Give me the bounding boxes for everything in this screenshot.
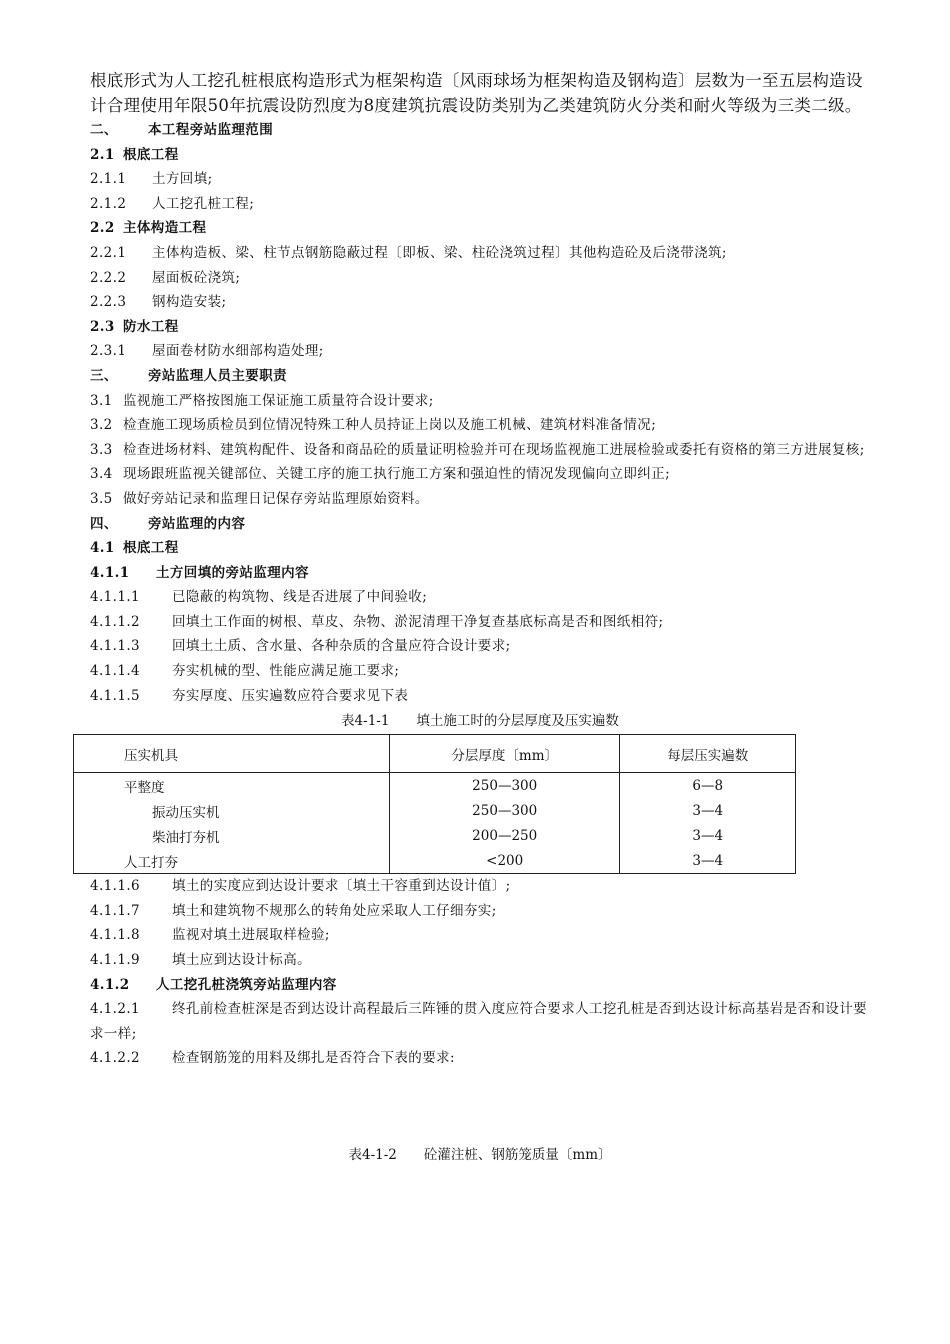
- item-text: 现场跟班监视关键部位、关键工序的施工执行施工方案和强迫性的情况发现偏向立即纠正;: [123, 466, 671, 483]
- item-number: 4.1.1.4: [90, 663, 141, 680]
- section-heading: [90, 973, 870, 998]
- item-number: 4.1.1.6: [90, 878, 141, 895]
- table-cell: 平整度: [74, 773, 390, 799]
- item-number: 2.3: [90, 318, 115, 335]
- item-number: 4.1.1: [90, 564, 130, 581]
- item-number: 2.1.2: [90, 195, 127, 212]
- list-item: [90, 610, 870, 635]
- item-number: 4.1: [90, 540, 115, 557]
- item-number: 3.3: [90, 441, 113, 458]
- table-row: [74, 848, 796, 874]
- item-text: 终孔前检查桩深是否到达设计高程最后三阵锤的贯入度应符合要求人工挖孔桩是否到达设计标高基岩是否和设计要求一样;: [90, 1001, 867, 1042]
- section-heading: [90, 512, 870, 537]
- item-number: 2.2.2: [90, 269, 127, 286]
- section-heading: [90, 216, 870, 241]
- item-text: 根底工程: [123, 146, 179, 163]
- item-text: 夯实机械的型、性能应满足施工要求;: [172, 663, 400, 680]
- table-cell: 200—250: [390, 823, 620, 848]
- list-item: [90, 684, 870, 709]
- list-item: [90, 462, 870, 487]
- fill-compaction-table: [73, 734, 796, 874]
- item-text: 夯实厚度、压实遍数应符合要求见下表: [172, 687, 409, 704]
- item-text: 主体构造工程: [123, 220, 207, 237]
- list-item: [90, 438, 870, 463]
- list-item: [90, 339, 870, 364]
- table-row: [74, 823, 796, 848]
- item-text: 做好旁站记录和监理日记保存旁站监理原始资料。: [123, 490, 429, 507]
- table-caption-4-1-1: 表4-1-1 填土施工时的分层厚度及压实遍数: [341, 713, 619, 730]
- item-text: 人工挖孔桩工程;: [152, 195, 255, 212]
- item-text: 填土应到达设计标高。: [172, 952, 311, 969]
- table-cell: 振动压实机: [74, 798, 390, 823]
- item-text: 旁站监理的内容: [148, 515, 246, 532]
- item-text: 本工程旁站监理范围: [148, 122, 274, 138]
- item-number: 4.1.1.8: [90, 927, 141, 944]
- item-number: 四、: [90, 515, 118, 532]
- item-text: 回填土土质、含水量、各种杂质的含量应符合设计要求;: [172, 638, 511, 655]
- list-item: [90, 874, 870, 899]
- item-number: 4.1.1.5: [90, 687, 141, 704]
- item-text: 钢构造安装;: [152, 294, 227, 311]
- list-item: [90, 389, 870, 414]
- item-number: 3.5: [90, 490, 113, 507]
- item-number: 三、: [90, 367, 118, 384]
- item-number: 3.2: [90, 417, 113, 434]
- item-text: 监视施工严格按图施工保证施工质量符合设计要求;: [123, 392, 434, 409]
- table-cell: 柴油打夯机: [74, 823, 390, 848]
- item-text: 监视对填土进展取样检验;: [172, 927, 330, 944]
- table-row: [74, 773, 796, 799]
- list-item: [90, 241, 870, 266]
- item-number: 2.1: [90, 146, 115, 163]
- table-header-row: [74, 735, 796, 773]
- table-row: [74, 798, 796, 823]
- list-item: [90, 487, 870, 512]
- item-number: 4.1.1.3: [90, 638, 141, 655]
- item-text: 回填土工作面的树根、草皮、杂物、淤泥清理干净复查基底标高是否和图纸相符;: [172, 613, 664, 630]
- item-number: 3.4: [90, 466, 113, 483]
- table-header-cell: 分层厚度〔mm〕: [390, 735, 620, 773]
- table-cell: 6—8: [620, 773, 796, 799]
- item-number: 4.1.2.2: [90, 1050, 141, 1067]
- item-text: 屋面板砼浇筑;: [152, 269, 241, 286]
- table-header-cell: 压实机具: [74, 735, 390, 773]
- item-text: 检查施工现场质检员到位情况特殊工种人员持证上岗以及施工机械、建筑材料准备情况;: [123, 417, 657, 434]
- item-text: 人工挖孔桩浇筑旁站监理内容: [156, 976, 337, 993]
- item-number: 4.1.1.7: [90, 902, 141, 919]
- list-item: [90, 413, 870, 438]
- table-cell: 3—4: [620, 848, 796, 874]
- table-cell: 250—300: [390, 798, 620, 823]
- item-number: 2.2.3: [90, 294, 127, 311]
- section-heading: [90, 315, 870, 340]
- item-number: 2.1.1: [90, 171, 127, 188]
- list-item: [90, 1046, 870, 1071]
- item-number: 2.3.1: [90, 343, 127, 360]
- item-text: 屋面卷材防水细部构造处理;: [152, 343, 324, 360]
- item-text: 检查进场材料、建筑构配件、设备和商品砼的质量证明检验并可在现场监视施工进展检验或委托有资格的第三方进展复核;: [123, 441, 865, 458]
- item-text: 已隐蔽的构筑物、线是否进展了中间验收;: [172, 589, 428, 606]
- list-item: [90, 659, 870, 684]
- list-item: [90, 948, 870, 973]
- item-number: 3.1: [90, 392, 113, 409]
- item-number: 4.1.1.2: [90, 613, 141, 630]
- table-cell: 3—4: [620, 823, 796, 848]
- list-item: [90, 923, 870, 948]
- item-number: 4.1.1.9: [90, 952, 141, 969]
- list-item: [90, 634, 870, 659]
- item-text: 旁站监理人员主要职责: [148, 367, 287, 384]
- table-header-cell: 每层压实遍数: [620, 735, 796, 773]
- item-text: 检查钢筋笼的用料及绑扎是否符合下表的要求:: [172, 1050, 455, 1067]
- item-text: 主体构造板、梁、柱节点钢筋隐蔽过程〔即板、梁、柱砼浇筑过程〕其他构造砼及后浇带浇筑;: [152, 244, 727, 261]
- section-heading: [90, 561, 870, 586]
- item-text: 土方回填;: [152, 171, 213, 188]
- item-number: 4.1.1.1: [90, 589, 141, 606]
- section-lines-a: [90, 118, 870, 708]
- item-number: 2.2.1: [90, 244, 127, 261]
- list-item: [90, 192, 870, 217]
- section-heading: [90, 143, 870, 168]
- section-heading: [90, 118, 870, 143]
- list-item: [90, 266, 870, 291]
- item-text: 防水工程: [123, 318, 179, 335]
- section-lines-b: [90, 874, 870, 1071]
- item-number: 4.1.2: [90, 976, 130, 993]
- document-page: [90, 68, 870, 1163]
- list-item: [90, 899, 870, 924]
- item-text: 填土和建筑物不规那么的转角处应采取人工仔细夯实;: [172, 902, 497, 919]
- list-item: [90, 290, 870, 315]
- list-item: [90, 167, 870, 192]
- item-text: 土方回填的旁站监理内容: [156, 564, 309, 581]
- item-number: 2.2: [90, 220, 115, 237]
- intro-paragraph: 根底形式为人工挖孔桩根底构造形式为框架构造〔风雨球场为框架构造及钢构造〕层数为一至五层构造设计合理使用年限50年抗震设防烈度为8度建筑抗震设防类别为乙类建筑防火分类和耐火等级为三类二级。: [90, 71, 863, 115]
- table-cell: 人工打夯: [74, 848, 390, 874]
- item-text: 填土的实度应到达设计要求〔填土干容重到达设计值〕;: [172, 878, 511, 895]
- table-cell: 250—300: [390, 773, 620, 799]
- item-number: 二、: [90, 122, 118, 138]
- table-cell: 3—4: [620, 798, 796, 823]
- table-cell: <200: [390, 848, 620, 874]
- list-item: [90, 585, 870, 610]
- table-caption-4-1-2: 表4-1-2 砼灌注桩、钢筋笼质量〔mm〕: [348, 1147, 612, 1163]
- item-number: 4.1.2.1: [90, 1001, 141, 1018]
- section-heading: [90, 364, 870, 389]
- list-item: [90, 997, 870, 1046]
- item-text: 根底工程: [123, 540, 179, 557]
- section-heading: [90, 536, 870, 561]
